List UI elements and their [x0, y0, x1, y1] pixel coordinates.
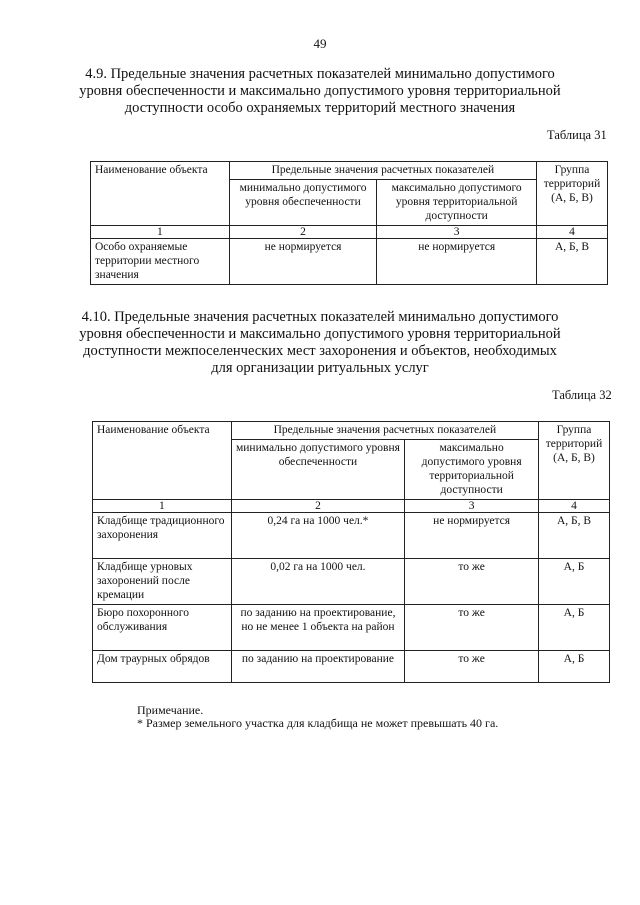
cell-min: по заданию на проектирование	[231, 651, 405, 683]
header-max: максимально допустимого уровня территориальной доступности	[377, 180, 537, 226]
header-limits: Предельные значения расчетных показателей	[229, 162, 536, 180]
cell-object: Кладбище традиционного захоронения	[93, 513, 232, 559]
heading-line: 4.9. Предельные значения расчетных показателей минимально допустимого	[85, 66, 555, 82]
cell-object: Особо охраняемые территории местного значения	[91, 239, 230, 285]
cell-min: по заданию на проектирование, но не менее 1 объекта на район	[231, 605, 405, 651]
page-number: 49	[313, 36, 327, 51]
cell-min: не нормируется	[229, 239, 377, 285]
heading-line: доступности особо охраняемых территорий местного значения	[124, 100, 516, 116]
cell-min: 0,02 га на 1000 чел.	[231, 559, 405, 605]
cell-group: А, Б, В	[537, 239, 608, 285]
section-heading-4-9	[60, 66, 580, 117]
table-row	[93, 559, 610, 605]
column-number: 2	[229, 226, 377, 239]
column-number: 2	[231, 500, 405, 513]
header-max: максимально допустимого уровня территориальной доступности	[405, 440, 539, 500]
header-limits: Предельные значения расчетных показателей	[231, 422, 538, 440]
heading-line: уровня обеспеченности и максимально допустимого уровня территориальной	[79, 326, 561, 342]
cell-group: А, Б	[539, 559, 610, 605]
table-32	[92, 421, 610, 683]
cell-max: то же	[405, 605, 539, 651]
table-row	[93, 651, 610, 683]
section-heading-4-10	[60, 309, 580, 377]
column-number: 4	[539, 500, 610, 513]
cell-max: не нормируется	[377, 239, 537, 285]
cell-max: то же	[405, 651, 539, 683]
table-row	[93, 605, 610, 651]
heading-line: 4.10. Предельные значения расчетных показателей минимально допустимого	[81, 309, 559, 325]
note-text: * Размер земельного участка для кладбища не может превышать 40 га.	[137, 716, 499, 730]
heading-line: уровня обеспеченности и максимально допустимого уровня территориальной	[79, 83, 561, 99]
heading-line: доступности межпоселенческих мест захоронения и объектов, необходимых	[83, 343, 557, 359]
note-title: Примечание.	[137, 703, 204, 717]
cell-group: А, Б	[539, 605, 610, 651]
header-group: Группа территорий (А, Б, В)	[539, 422, 610, 500]
column-number: 3	[377, 226, 537, 239]
column-number: 4	[537, 226, 608, 239]
cell-max: не нормируется	[405, 513, 539, 559]
table-caption-31: Таблица 31	[547, 128, 607, 142]
table-31	[90, 161, 608, 285]
column-number: 3	[405, 500, 539, 513]
header-group: Группа территорий (А, Б, В)	[537, 162, 608, 226]
table-row	[91, 239, 608, 285]
header-min: минимально допустимого уровня обеспеченности	[229, 180, 377, 226]
cell-object: Дом траурных обрядов	[93, 651, 232, 683]
cell-min: 0,24 га на 1000 чел.*	[231, 513, 405, 559]
cell-group: А, Б	[539, 651, 610, 683]
table-row	[93, 513, 610, 559]
cell-max: то же	[405, 559, 539, 605]
heading-line: для организации ритуальных услуг	[211, 360, 429, 376]
cell-object: Кладбище урновых захоронений после кремации	[93, 559, 232, 605]
column-number: 1	[91, 226, 230, 239]
header-min: минимально допустимого уровня обеспеченности	[231, 440, 405, 500]
header-object: Наименование объекта	[93, 422, 232, 500]
cell-group: А, Б, В	[539, 513, 610, 559]
table-caption-32: Таблица 32	[552, 388, 612, 402]
column-number: 1	[93, 500, 232, 513]
cell-object: Бюро похоронного обслуживания	[93, 605, 232, 651]
header-object: Наименование объекта	[91, 162, 230, 226]
